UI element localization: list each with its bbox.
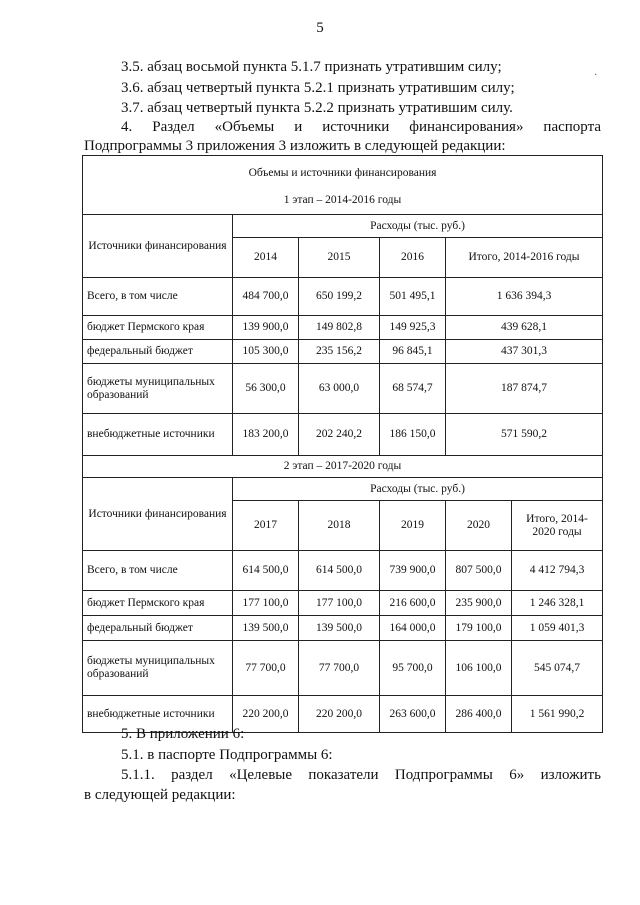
table-title-cell [83, 156, 603, 215]
total-cell: 4 412 794,3 [512, 551, 603, 591]
value-cell: 139 900,0 [233, 316, 299, 340]
value-cell: 186 150,0 [380, 414, 446, 456]
value-cell: 77 700,0 [299, 641, 380, 696]
total-cell: 437 301,3 [446, 340, 603, 364]
value-cell: 164 000,0 [380, 616, 446, 641]
word: и [294, 119, 303, 135]
stage-2-total-header: Итого, 2014-2020 годы [512, 501, 603, 551]
word: «Целевые [229, 767, 293, 783]
source-label: федеральный бюджет [83, 340, 233, 364]
total-cell: 571 590,2 [446, 414, 603, 456]
value-cell: 202 240,2 [299, 414, 380, 456]
stage-1-year: 2015 [299, 238, 380, 278]
source-label: Всего, в том числе [83, 551, 233, 591]
value-cell: 179 100,0 [446, 616, 512, 641]
value-cell: 177 100,0 [299, 591, 380, 616]
stage-1-expenses-header: Расходы (тыс. руб.) [233, 215, 603, 238]
value-cell: 96 845,1 [380, 340, 446, 364]
value-cell: 63 000,0 [299, 364, 380, 414]
source-label: бюджеты муниципальных образований [83, 641, 233, 696]
financing-table [82, 155, 603, 733]
value-cell: 807 500,0 [446, 551, 512, 591]
value-cell: 614 500,0 [299, 551, 380, 591]
clause-5-1-1-first-line [121, 766, 601, 784]
value-cell: 149 925,3 [380, 316, 446, 340]
value-cell: 650 199,2 [299, 278, 380, 316]
scan-speck: · [594, 70, 598, 81]
value-cell: 484 700,0 [233, 278, 299, 316]
word: 4. [121, 119, 133, 135]
word: изложить [540, 767, 601, 783]
source-label: Всего, в том числе [83, 278, 233, 316]
table-title: Объемы и источники финансирования [248, 167, 437, 179]
value-cell: 216 600,0 [380, 591, 446, 616]
word: 5.1.1. [121, 767, 155, 783]
stage-2-year: 2020 [446, 501, 512, 551]
total-cell: 1 246 328,1 [512, 591, 603, 616]
stage-2-year: 2017 [233, 501, 299, 551]
value-cell: 501 495,1 [380, 278, 446, 316]
value-cell: 286 400,0 [446, 696, 512, 733]
word: Раздел [152, 119, 195, 135]
stage-1-source-header: Источники финансирования [83, 215, 233, 278]
total-cell: 1 636 394,3 [446, 278, 603, 316]
value-cell: 139 500,0 [299, 616, 380, 641]
word: паспорта [543, 119, 601, 135]
word: 6» [509, 767, 525, 783]
source-label: внебюджетные источники [83, 696, 233, 733]
value-cell: 56 300,0 [233, 364, 299, 414]
value-cell: 106 100,0 [446, 641, 512, 696]
clause-5: 5. В приложении 6: [121, 726, 245, 742]
value-cell: 235 900,0 [446, 591, 512, 616]
stage-2-expenses-header: Расходы (тыс. руб.) [233, 478, 603, 501]
value-cell: 149 802,8 [299, 316, 380, 340]
value-cell: 95 700,0 [380, 641, 446, 696]
stage-1-label: 1 этап – 2014-2016 годы [283, 194, 402, 206]
value-cell: 68 574,7 [380, 364, 446, 414]
value-cell: 220 200,0 [299, 696, 380, 733]
stage-1-total-header: Итого, 2014-2016 годы [446, 238, 603, 278]
word: Подпрограммы [394, 767, 493, 783]
value-cell: 177 100,0 [233, 591, 299, 616]
total-cell: 187 874,7 [446, 364, 603, 414]
clause-4-second-line: Подпрограммы 3 приложения 3 изложить в следующей редакции: [84, 138, 506, 154]
stage-2-label: 2 этап – 2017-2020 годы [83, 456, 603, 478]
clause-3-5: 3.5. абзац восьмой пункта 5.1.7 признать утратившим силу; [121, 59, 502, 75]
clause-4-first-line [121, 118, 601, 136]
value-cell: 183 200,0 [233, 414, 299, 456]
clause-5-1-1-second-line: в следующей редакции: [84, 787, 236, 803]
source-label: бюджет Пермского края [83, 591, 233, 616]
source-label: внебюджетные источники [83, 414, 233, 456]
value-cell: 139 500,0 [233, 616, 299, 641]
source-label: федеральный бюджет [83, 616, 233, 641]
value-cell: 614 500,0 [233, 551, 299, 591]
stage-2-year: 2019 [380, 501, 446, 551]
total-cell: 439 628,1 [446, 316, 603, 340]
value-cell: 263 600,0 [380, 696, 446, 733]
source-label: бюджет Пермского края [83, 316, 233, 340]
word: финансирования» [409, 119, 524, 135]
clause-5-1: 5.1. в паспорте Подпрограммы 6: [121, 747, 333, 763]
source-label: бюджеты муниципальных образований [83, 364, 233, 414]
stage-1-year: 2016 [380, 238, 446, 278]
word: «Объемы [214, 119, 275, 135]
value-cell: 235 156,2 [299, 340, 380, 364]
clause-3-7: 3.7. абзац четвертый пункта 5.2.2 признать утратившим силу. [121, 100, 513, 116]
word: показатели [308, 767, 379, 783]
total-cell: 1 059 401,3 [512, 616, 603, 641]
word: источники [322, 119, 390, 135]
value-cell: 105 300,0 [233, 340, 299, 364]
clause-3-6: 3.6. абзац четвертый пункта 5.2.1 признать утратившим силу; [121, 80, 515, 96]
page-number: 5 [316, 20, 324, 36]
value-cell: 739 900,0 [380, 551, 446, 591]
stage-2-year: 2018 [299, 501, 380, 551]
value-cell: 77 700,0 [233, 641, 299, 696]
value-cell: 220 200,0 [233, 696, 299, 733]
total-cell: 545 074,7 [512, 641, 603, 696]
stage-1-year: 2014 [233, 238, 299, 278]
word: раздел [171, 767, 213, 783]
total-cell: 1 561 990,2 [512, 696, 603, 733]
stage-2-source-header: Источники финансирования [83, 478, 233, 551]
